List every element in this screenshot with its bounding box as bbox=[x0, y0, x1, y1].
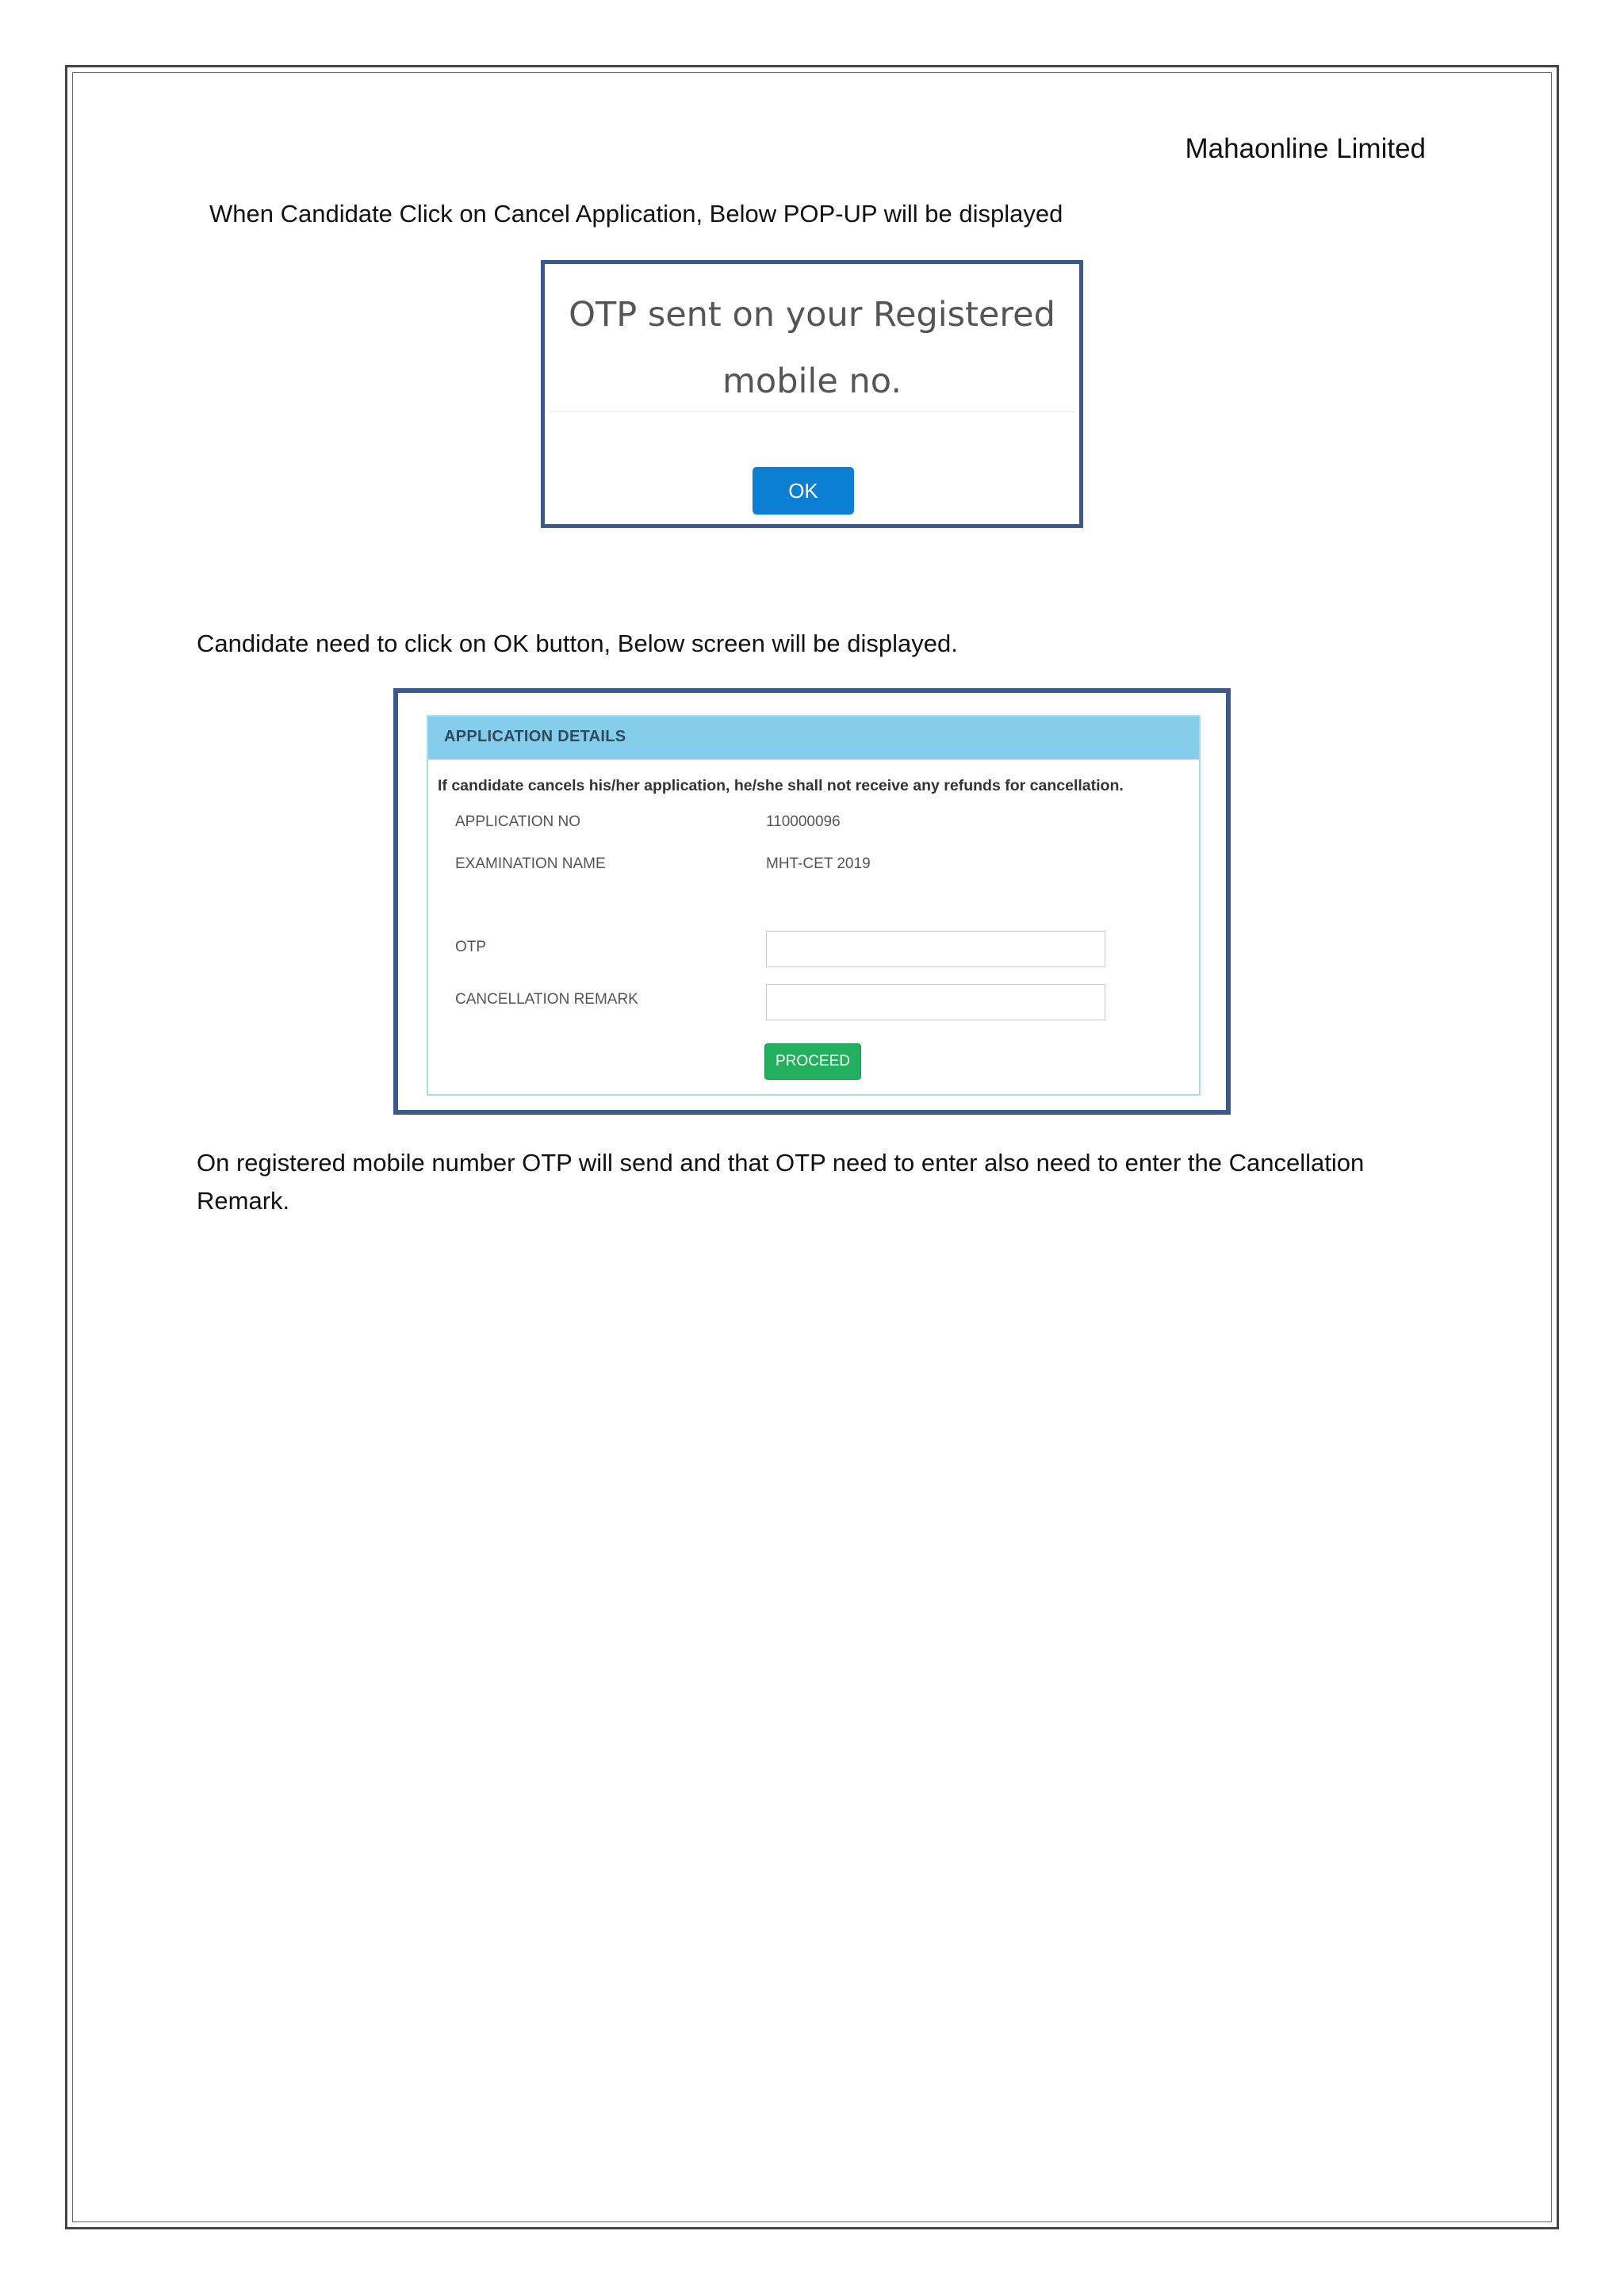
otp-input[interactable] bbox=[766, 931, 1105, 967]
popup-message bbox=[545, 281, 1079, 415]
otp-popup-screenshot bbox=[541, 260, 1083, 528]
intro-text: When Candidate Click on Cancel Application, Below POP-UP will be displayed bbox=[209, 200, 1063, 228]
exam-name-label: EXAMINATION NAME bbox=[455, 855, 606, 872]
footer-text: On registered mobile number OTP will send and that OTP need to enter also need to enter the Cancellation Remark. bbox=[197, 1149, 1365, 1215]
exam-name-value: MHT-CET 2019 bbox=[766, 855, 871, 872]
proceed-button[interactable]: PROCEED bbox=[764, 1043, 861, 1080]
popup-divider bbox=[550, 411, 1074, 412]
panel-title: APPLICATION DETAILS bbox=[444, 728, 626, 745]
popup-message-line1: OTP sent on your Registered bbox=[569, 295, 1055, 335]
cancellation-remark-input[interactable] bbox=[766, 984, 1105, 1020]
application-no-label: APPLICATION NO bbox=[455, 813, 581, 830]
application-details-panel bbox=[427, 715, 1201, 1096]
application-details-screenshot bbox=[393, 688, 1231, 1115]
ok-button[interactable]: OK bbox=[753, 467, 854, 515]
otp-label: OTP bbox=[455, 939, 487, 955]
application-no-value: 110000096 bbox=[766, 813, 841, 830]
cancellation-remark-label: CANCELLATION REMARK bbox=[455, 991, 638, 1008]
instruction-text: Candidate need to click on OK button, Below screen will be displayed. bbox=[197, 629, 958, 657]
panel-header bbox=[428, 717, 1199, 760]
company-name: Mahaonline Limited bbox=[1185, 133, 1426, 164]
refund-warning: If candidate cancels his/her application, he/she shall not receive any refunds for cancellation. bbox=[438, 777, 1124, 794]
popup-message-line2: mobile no. bbox=[722, 362, 902, 401]
